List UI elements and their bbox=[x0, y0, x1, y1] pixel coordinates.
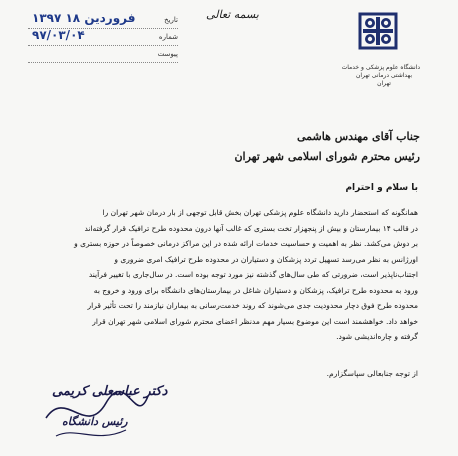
number-label: شماره bbox=[158, 33, 178, 41]
bismillah-heading: بسمه تعالی bbox=[206, 8, 259, 21]
body-line: اورژانس به نظر می‌رسد تسهیل تردد پزشکان و دستیاران در محدوده طرح ترافیک امری ضروری و bbox=[114, 254, 418, 264]
body-line: در قالب ۱۴ بیمارستان و بیش از پنجهزار تخت بستری که غالب آنها درون محدوده طرح ترافیک قرار گرفته‌اند bbox=[84, 223, 418, 233]
number-row bbox=[28, 28, 178, 46]
salutation: با سلام و احترام bbox=[345, 183, 418, 193]
org-line-1: دانشگاه علوم پزشکی و خدمات bbox=[341, 64, 420, 71]
addressee-title: رئیس محترم شورای اسلامی شهر تهران bbox=[234, 150, 420, 163]
body-line: ورود به محدوده طرح ترافیک، پزشکان و دستیاران شاغل در بیمارستان‌های دانشگاه برای ورود و خروج به bbox=[93, 285, 418, 295]
attachment-row bbox=[28, 48, 178, 63]
attachment-label: پیوست bbox=[157, 50, 178, 58]
body-line: خواهد داد. خواهشمند است این موضوع بسیار مهم مدنظر اعضای محترم شورای اسلامی شهر تهران قرار bbox=[92, 316, 418, 326]
letter-body bbox=[38, 205, 418, 345]
org-line-3: تهران bbox=[377, 80, 391, 87]
letter-meta bbox=[28, 11, 178, 65]
body-line: بر دوش می‌کشد. نظر به اهمیت و حساسیت خدمات ارائه شده در این مراکز درمانی خصوصاً در حوزه بستری و bbox=[74, 239, 418, 248]
signatory-name: دکتر عباسعلی کریمی bbox=[52, 384, 168, 399]
body-line: محدوده طرح فوق دچار محدودیت جدی می‌شوند که روند خدمت‌رسانی به بیماران نیازمند را تحت تأثیر قرار bbox=[87, 301, 418, 310]
addressee-name: جناب آقای مهندس هاشمی bbox=[297, 130, 420, 143]
number-value: ۹۷/۰۳/۰۴ bbox=[32, 28, 85, 42]
org-line-2: بهداشتی درمانی تهران bbox=[355, 72, 412, 79]
body-line: همانگونه که استحضار دارید دانشگاه علوم پزشکی تهران بخش قابل توجهی از بار درمان شهر تهران را bbox=[102, 208, 418, 217]
date-row bbox=[28, 11, 178, 29]
organization-name bbox=[341, 64, 420, 88]
university-logo-icon bbox=[350, 12, 406, 66]
body-line: اجتناب‌ناپذیر است، ضرورتی که طی سال‌های گذشته نیز مورد توجه بوده است. در سال‌جاری با تغییر فرآیند bbox=[88, 270, 418, 279]
body-line: گرفته و چاره‌اندیشی شود. bbox=[336, 332, 418, 341]
signatory-title: رئیس دانشگاه bbox=[62, 415, 128, 428]
date-value: ۱۳۹۷ فروردین ۱۸ bbox=[32, 11, 136, 25]
date-label: تاریخ bbox=[164, 16, 178, 24]
closing-line: از توجه جنابعالی سپاسگزارم. bbox=[326, 369, 418, 378]
